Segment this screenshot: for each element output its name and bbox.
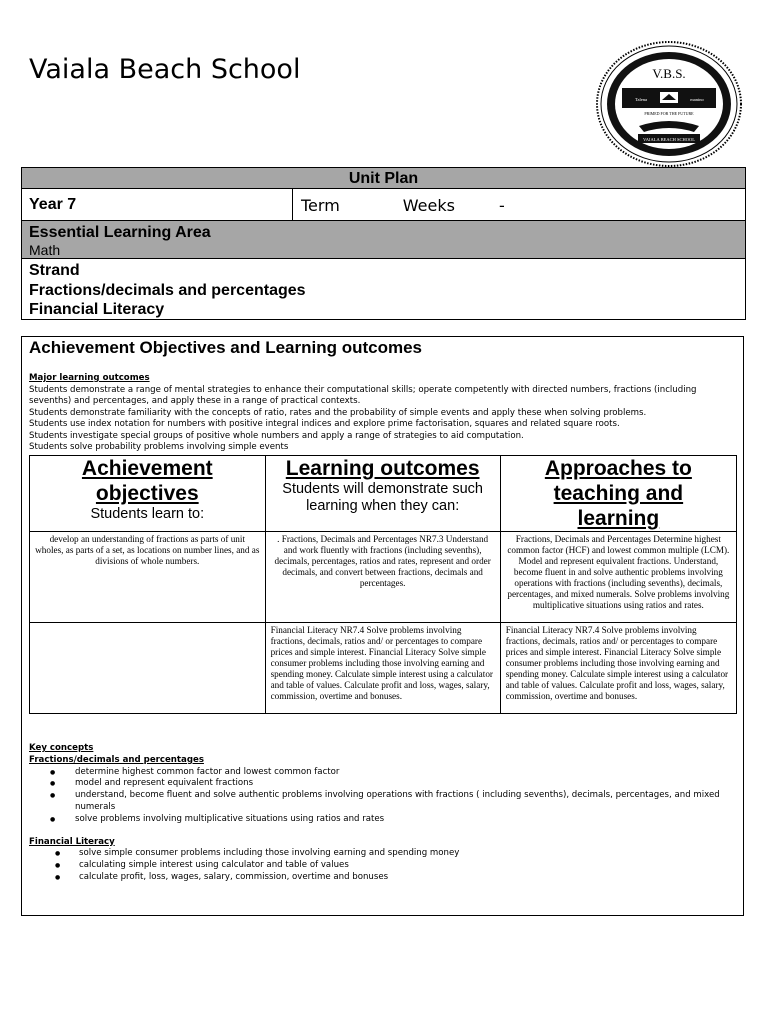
logo-left-text: Talena bbox=[635, 97, 647, 102]
objectives-header-row bbox=[30, 456, 737, 532]
weeks-dash: - bbox=[498, 196, 505, 215]
list-item: ● solve simple consumer problems including those involving earning and spending money bbox=[29, 848, 741, 860]
major-learning-outcomes bbox=[29, 373, 739, 454]
list-item: ● calculating simple interest using calculator and table of values bbox=[29, 860, 741, 872]
table-cell: . Fractions, Decimals and Percentages NR7.3 Understand and work fluently with fractions (including sevenths), decimals, percentages, ratios and rates, represent and order decimals, and convert between fractions, decimals and percentages. bbox=[274, 534, 491, 588]
col-heading: Learning outcomes bbox=[285, 457, 480, 480]
ela-heading: Essential Learning Area bbox=[29, 224, 211, 241]
strand-item: Fractions/decimals and percentages bbox=[29, 281, 306, 299]
table-row bbox=[30, 623, 737, 714]
col-learning-outcomes bbox=[265, 456, 500, 532]
list-item: ● determine highest common factor and lowest common factor bbox=[29, 767, 741, 779]
logo-right-text: manino bbox=[690, 97, 704, 102]
col-heading: Achievement objectives bbox=[81, 457, 213, 505]
unit-plan-title: Unit Plan bbox=[22, 168, 745, 189]
list-item: ● calculate profit, loss, wages, salary, commission, overtime and bonuses bbox=[29, 872, 741, 884]
strand-item: Financial Literacy bbox=[29, 301, 165, 318]
weeks-label: Weeks bbox=[402, 196, 455, 215]
ela-value: Math bbox=[29, 242, 61, 258]
achievement-title: Achievement Objectives and Learning outcomes bbox=[29, 338, 423, 357]
strand-heading: Strand bbox=[29, 262, 80, 279]
unit-plan-table bbox=[21, 167, 746, 320]
logo-initials: V.B.S. bbox=[652, 66, 686, 81]
col-heading: Approaches to teaching and learning bbox=[544, 457, 692, 530]
fl-list bbox=[29, 848, 741, 883]
fdp-list bbox=[29, 767, 741, 826]
year-value: Year 7 bbox=[22, 189, 293, 220]
col-approaches bbox=[500, 456, 736, 532]
achievement-section bbox=[21, 336, 744, 916]
table-cell: Financial Literacy NR7.4 Solve problems involving fractions, decimals, ratios and/ or percentages to compare prices and simple interest. Financial Literacy Solve simple consumer problems including those involving earning and spending money. Calculate simple interest using a calculator and table of values. Calculate profit and loss, wages, salary, commission, overtime and bonuses. bbox=[270, 625, 493, 701]
school-logo bbox=[594, 40, 744, 168]
logo-motto: PRIMED FOR THE FUTURE bbox=[644, 111, 694, 116]
mlo-line: Students solve probability problems involving simple events bbox=[29, 442, 289, 452]
objectives-table bbox=[29, 455, 737, 714]
col-achievement-objectives bbox=[30, 456, 266, 532]
term-weeks-cell bbox=[293, 189, 745, 220]
year-row bbox=[22, 189, 745, 221]
fdp-heading: Fractions/decimals and percentages bbox=[29, 754, 204, 765]
strand-row bbox=[22, 259, 745, 319]
mlo-heading: Major learning outcomes bbox=[29, 373, 150, 383]
col-subheading: Students will demonstrate such learning when they can: bbox=[282, 481, 483, 514]
mlo-line: Students use index notation for numbers with positive integral indices and explore prime factorisation, squares and related square roots. bbox=[29, 419, 620, 429]
table-cell: Fractions, Decimals and Percentages Determine highest common factor (HCF) and lowest common multiple (LCM). Model and represent equivalent fractions. Understand, become fluent in and solve authentic problems involving operations with fractions (including sevenths), decimals, percentages, and mixed numerals. Solve problems involving multiplicative situations using ratios and rates. bbox=[507, 534, 730, 610]
mlo-line: Students investigate special groups of positive whole numbers and apply a range of strategies to aid computation. bbox=[29, 430, 524, 441]
key-concepts bbox=[29, 743, 741, 884]
list-item: ● understand, become fluent and solve authentic problems involving operations with fractions ( including sevenths), decimals, percentages, and mixed numerals bbox=[29, 790, 741, 814]
list-item: ● model and represent equivalent fractions bbox=[29, 778, 741, 790]
term-label: Term bbox=[301, 196, 340, 215]
school-name: Vaiala Beach School bbox=[29, 54, 301, 85]
ela-row bbox=[22, 221, 745, 259]
logo-bottom-text: VAIALA BEACH SCHOOL bbox=[643, 137, 695, 142]
col-subheading: Students learn to: bbox=[90, 506, 205, 522]
mlo-line: Students demonstrate a range of mental strategies to enhance their computational skills; operate competently with directed numbers, fractions (including sevenths) and percentages, and apply these in a range of practical contexts. bbox=[29, 384, 697, 406]
key-concepts-heading: Key concepts bbox=[29, 743, 94, 753]
table-cell: develop an understanding of fractions as parts of unit wholes, as parts of a set, as locations on number lines, and as divisions of whole numbers. bbox=[35, 534, 260, 566]
table-cell: Financial Literacy NR7.4 Solve problems involving fractions, decimals, ratios and/ or percentages to compare prices and simple interest. Financial Literacy Solve simple consumer problems including those involving earning and spending money. Calculate simple interest using a calculator and table of values. Calculate profit and loss, wages, salary, commission, overtime and bonuses. bbox=[505, 625, 729, 701]
table-row bbox=[30, 532, 737, 623]
mlo-line: Students demonstrate familiarity with the concepts of ratio, rates and the probability of simple events and apply these when solving problems. bbox=[29, 407, 647, 418]
fl-heading: Financial Literacy bbox=[29, 836, 115, 847]
table-cell bbox=[30, 623, 265, 713]
list-item: ● solve problems involving multiplicative situations using ratios and rates bbox=[29, 814, 741, 826]
